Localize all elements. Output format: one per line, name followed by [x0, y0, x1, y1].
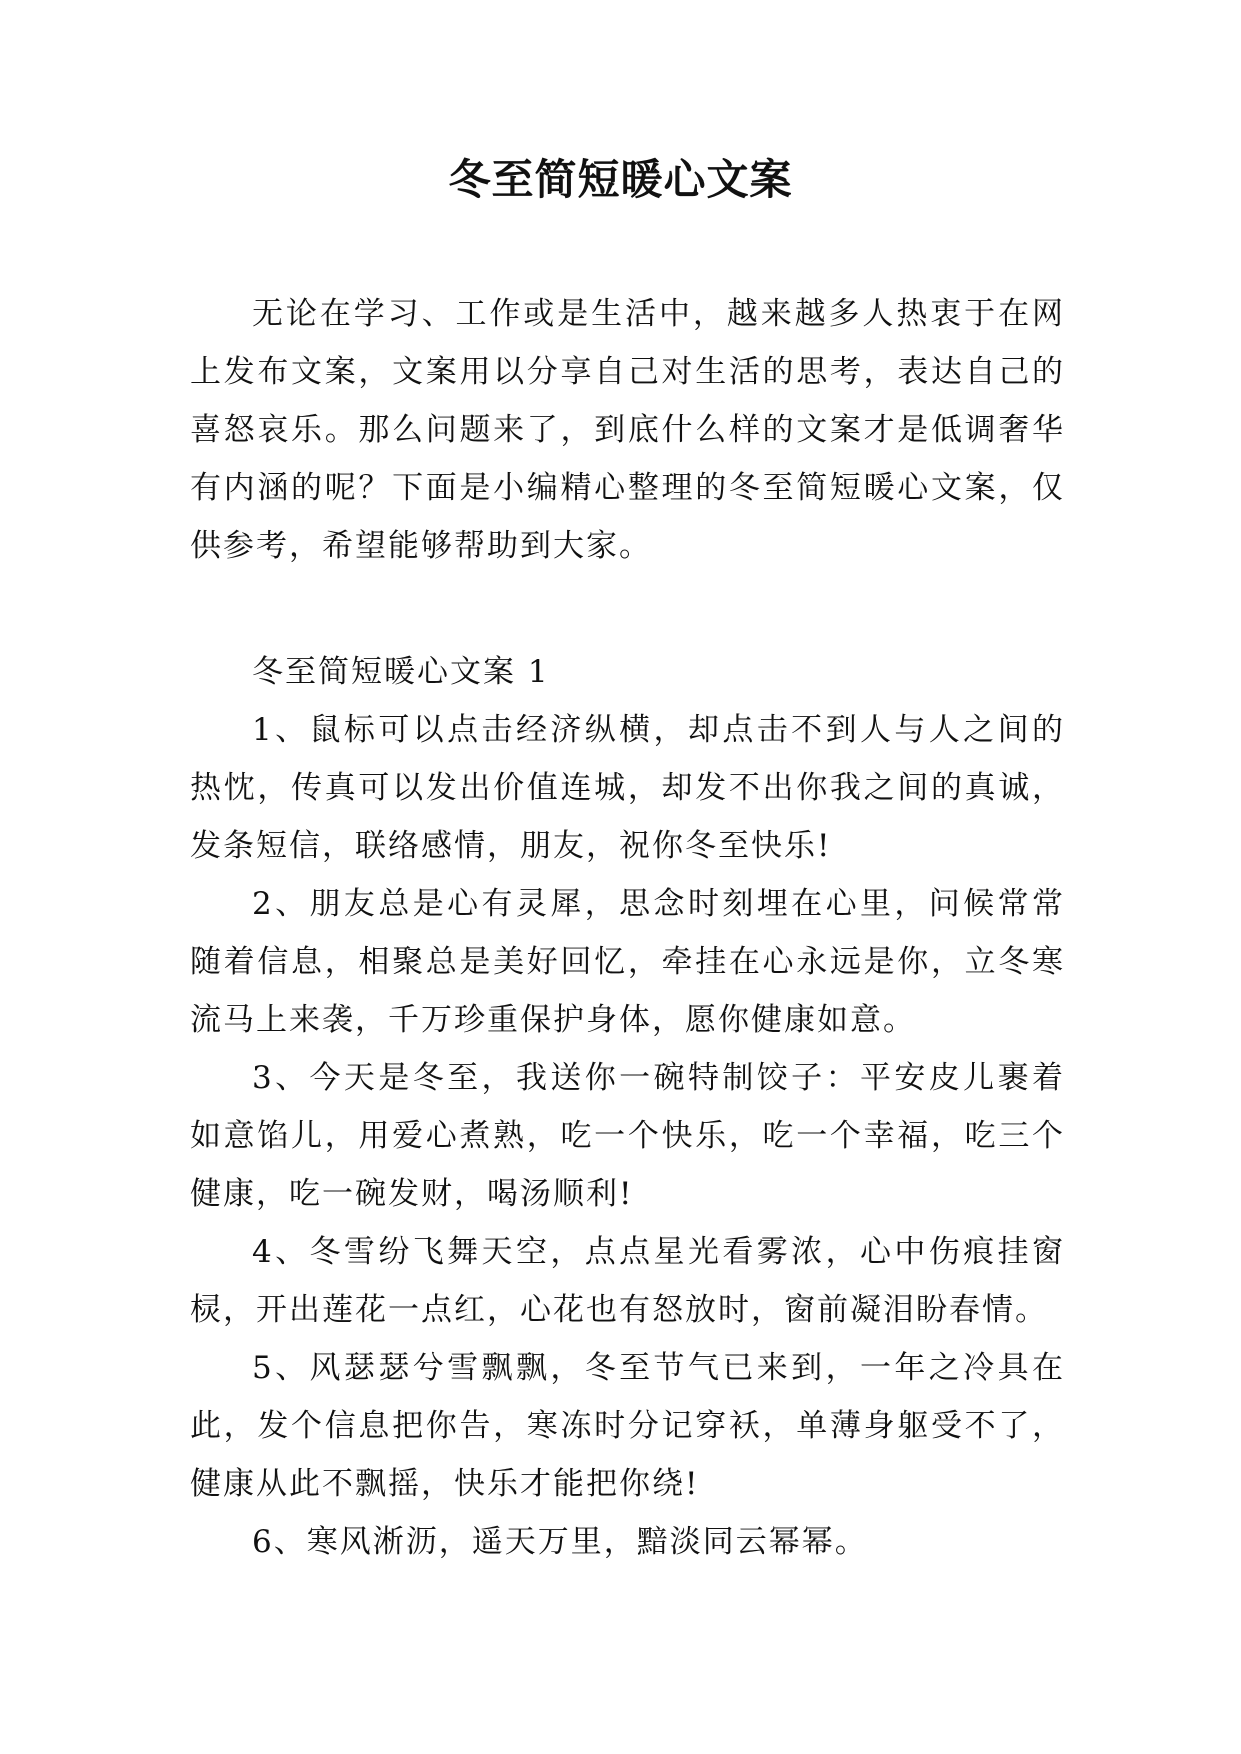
list-item: 3、今天是冬至，我送你一碗特制饺子：平安皮儿裹着如意馅儿，用爱心煮熟，吃一个快乐，吃一个幸福，吃三个健康，吃一碗发财，喝汤顺利! — [190, 1060, 1065, 1212]
list-item: 2、朋友总是心有灵犀，思念时刻埋在心里，问候常常随着信息，相聚总是美好回忆，牵挂在心永远是你，立冬寒流马上来袭，千万珍重保护身体，愿你健康如意。 — [190, 886, 1065, 1038]
section-heading: 冬至简短暖心文案 1 — [252, 654, 550, 690]
intro-paragraph: 无论在学习、工作或是生活中，越来越多人热衷于在网上发布文案，文案用以分享自己对生活的思考，表达自己的喜怒哀乐。那么问题来了，到底什么样的文案才是低调奢华有内涵的呢？下面是小编精心整理的冬至简短暖心文案，仅供参考，希望能够帮助到大家。 — [190, 296, 1065, 564]
list-item: 1、鼠标可以点击经济纵横，却点击不到人与人之间的热忱，传真可以发出价值连城，却发不出你我之间的真诚，发条短信，联络感情，朋友，祝你冬至快乐! — [190, 712, 1065, 864]
list-item: 4、冬雪纷飞舞天空，点点星光看雾浓，心中伤痕挂窗棂，开出莲花一点红，心花也有怒放时，窗前凝泪盼春情。 — [190, 1234, 1065, 1328]
document-body — [190, 285, 1065, 1571]
document-title: 冬至简短暖心文案 — [448, 155, 793, 204]
list-item: 6、寒风淅沥，遥天万里，黯淡同云幂幂。 — [252, 1524, 868, 1560]
list-item: 5、风瑟瑟兮雪飘飘，冬至节气已来到，一年之冷具在此，发个信息把你告，寒冻时分记穿袄，单薄身躯受不了，健康从此不飘摇，快乐才能把你绕! — [190, 1350, 1065, 1502]
